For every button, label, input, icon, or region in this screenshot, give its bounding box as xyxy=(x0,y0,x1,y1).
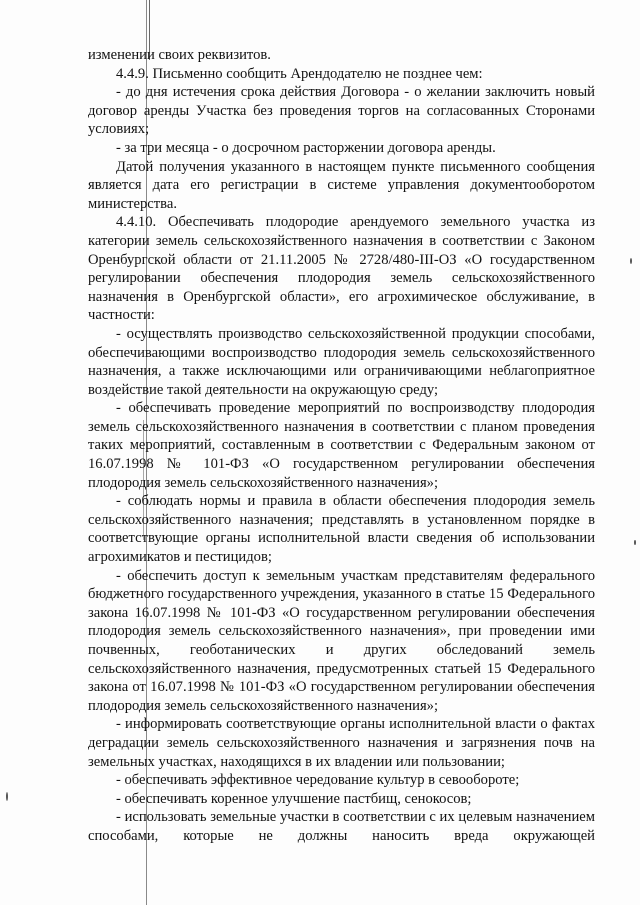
paragraph-bullet: - использовать земельные участки в соответствии с их целевым назначением способами, которые не должны наносить вреда окружающей xyxy=(88,809,595,844)
paragraph-bullet: - обеспечить доступ к земельным участкам представителям федерального бюджетного государственного учреждения, указанного в статье 15 Федерального закона 16.07.1998 № 101-ФЗ «О государственном регулировании обеспечения плодородия земель сельскохозяйственного назначения», при проведении ими почвенных, геоботанических и других обследований земель сельскохозяйственного назначения, предусмотренных статьей 15 Федерального закона от 16.07.1998 № 101-ФЗ «О государственном регулировании обеспечения плодородия земель сельскохозяйственного назначения»; xyxy=(88,567,595,714)
paragraph-bullet: - за три месяца - о досрочном расторжении договора аренды. xyxy=(116,139,496,156)
paragraph-bullet: - обеспечивать коренное улучшение пастбищ, сенокосов; xyxy=(116,790,472,807)
scan-speck xyxy=(634,540,636,545)
paragraph-bullet: - соблюдать нормы и правила в области обеспечения плодородия земель сельскохозяйственного назначения; представлять в установленном порядке в соответствующие органы исполнительной власти сведения об использовании агрохимикатов и пестицидов; xyxy=(88,493,595,566)
scan-speck xyxy=(630,258,632,264)
paragraph-body: Датой получения указанного в настоящем пункте письменного сообщения является дата его регистрации в системе управления документооборотом министерства. xyxy=(88,158,595,212)
paragraph-bullet: - обеспечивать проведение мероприятий по воспроизводству плодородия земель сельскохозяйственного назначения в соответствии с планом проведения таких мероприятий, составленным в соответствии с Федеральным законом от 16.07.1998 № 101-ФЗ «О государственном регулировании обеспечения плодородия земель сельскохозяйственного назначения»; xyxy=(88,400,595,491)
scan-speck xyxy=(6,792,8,801)
paragraph-clause-4-4-10: 4.4.10. Обеспечивать плодородие арендуемого земельного участка из категории земель сельскохозяйственного назначения в соответствии с Законом Оренбургской области от 21.11.2005 № 2728/480-III-ОЗ «О государственном регулировании обеспечения плодородия земель сельскохозяйственного назначения в Оренбургской области», его агрохимическое обслуживание, в частности: xyxy=(88,214,595,324)
paragraph-continuation: изменении своих реквизитов. xyxy=(88,47,271,63)
paragraph-bullet: - до дня истечения срока действия Договора - о желании заключить новый договор аренды Участка без проведения торгов на согласованных Сторонами условиях; xyxy=(88,84,595,138)
paragraph-bullet: - осуществлять производство сельскохозяйственной продукции способами, обеспечивающими воспроизводство плодородия земель сельскохозяйственного назначения, а также исключающими или ограничивающими неблагоприятное воздействие такой деятельности на окружающую среду; xyxy=(88,325,595,398)
paragraph-clause-4-4-9: 4.4.9. Письменно сообщить Арендодателю не позднее чем: xyxy=(116,65,483,82)
paragraph-bullet: - обеспечивать эффективное чередование культур в севообороте; xyxy=(116,772,520,789)
document-body xyxy=(88,46,595,846)
paragraph-bullet: - информировать соответствующие органы исполнительной власти о фактах деградации земель сельскохозяйственного назначения и загрязнения почв на земельных участках, находящихся в их владении или пользовании; xyxy=(88,716,595,770)
